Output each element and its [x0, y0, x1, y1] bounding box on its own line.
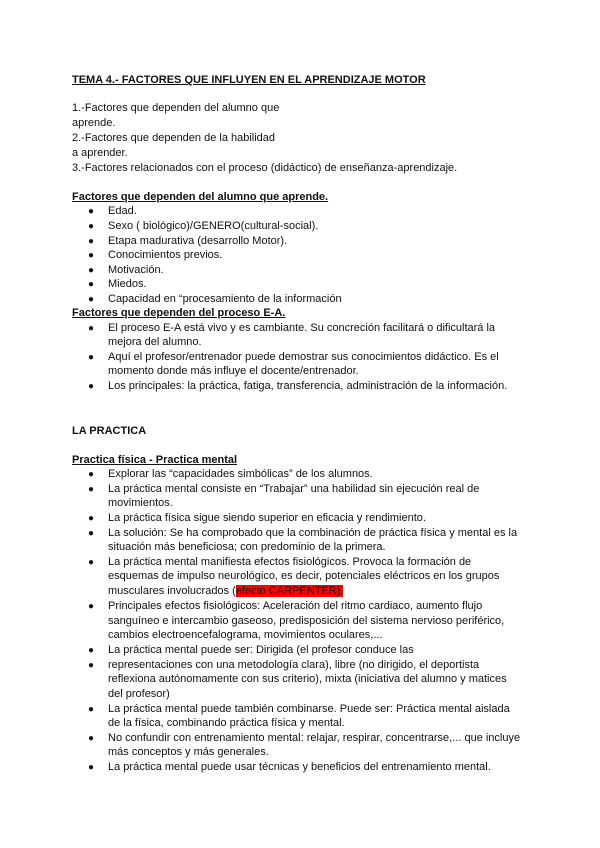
bullet-icon: ●	[88, 381, 95, 392]
list-item: Principales efectos fisiológicos: Aceleración del ritmo cardiaco, aumento flujo	[108, 600, 483, 612]
list-item-continuation: de la física, combinando práctica física y mental.	[108, 717, 345, 729]
intro-line: 3.-Factores relacionados con el proceso (didáctico) de enseñanza-aprendizaje.	[72, 162, 458, 174]
section-heading-alumno: Factores que dependen del alumno que aprende.	[72, 191, 329, 203]
bullet-icon: ●	[88, 484, 95, 495]
bullet-icon: ●	[88, 250, 95, 261]
bullet-icon: ●	[88, 206, 95, 217]
list-item-continuation: más conceptos y más generales.	[108, 746, 269, 758]
bullet-icon: ●	[88, 265, 95, 276]
list-item-continuation: mejora del alumno.	[108, 336, 202, 348]
list-item: Los principales: la práctica, fatiga, transferencia, administración de la información.	[108, 380, 508, 392]
text-run: musculares involucrados (	[108, 585, 236, 597]
list-item: Miedos.	[108, 278, 147, 290]
list-item-continuation: situación más beneficiosa; con predominio de la primera.	[108, 541, 386, 553]
highlight-closing: ).	[336, 585, 344, 597]
list-item: Etapa madurativa (desarrollo Motor).	[108, 235, 288, 247]
section-heading-proceso: Factores que dependen del proceso E-A.	[72, 307, 286, 319]
document-title: TEMA 4.- FACTORES QUE INFLUYEN EN EL APRENDIZAJE MOTOR	[72, 74, 426, 86]
intro-line: 1.-Factores que dependen del alumno que	[72, 102, 280, 114]
list-item-continuation: momento donde más influye el docente/entrenador.	[108, 365, 359, 377]
list-item-continuation: cambios electroencefalograma, movimientos oculares,...	[108, 629, 383, 641]
intro-line: aprende.	[72, 117, 116, 129]
list-item: Sexo ( biológico)/GENERO(cultural-social).	[108, 220, 319, 232]
highlighted-term: efecto CARPENTER	[235, 585, 337, 597]
bullet-icon: ●	[88, 762, 95, 773]
intro-line: a aprender.	[72, 147, 128, 159]
list-item: La práctica mental puede ser: Dirigida (el profesor conduce las	[108, 644, 414, 656]
bullet-icon: ●	[88, 645, 95, 656]
bullet-icon: ●	[88, 513, 95, 524]
bullet-icon: ●	[88, 469, 95, 480]
bullet-icon: ●	[88, 294, 95, 305]
list-item: El proceso E-A está vivo y es cambiante. Su concreción facilitará o dificultará la	[108, 322, 496, 334]
list-item-continuation: sanguíneo e intercambio gaseoso, predisposición del sistema nervioso periférico,	[108, 615, 505, 627]
list-item: Capacidad en “procesamiento de la información	[108, 293, 342, 305]
bullet-icon: ●	[88, 704, 95, 715]
list-item: No confundir con entrenamiento mental: relajar, respirar, concentrarse,... que incluye	[108, 732, 521, 744]
list-item: La solución: Se ha comprobado que la combinación de práctica física y mental es la	[108, 527, 518, 539]
list-item-continuation: del profesor)	[108, 688, 170, 700]
list-item: La práctica mental consiste en “Trabajar” una habilidad sin ejecución real de	[108, 483, 480, 495]
bullet-icon: ●	[88, 660, 95, 671]
list-item: representaciones con una metodología clara), libre (no dirigido, el deportista	[108, 659, 480, 671]
list-item: Motivación.	[108, 264, 164, 276]
intro-line: 2.-Factores que dependen de la habilidad	[72, 132, 276, 144]
bullet-icon: ●	[88, 323, 95, 334]
practica-subheading: Practica física - Practica mental	[72, 454, 238, 466]
bullet-icon: ●	[88, 557, 95, 568]
list-item: Edad.	[108, 205, 137, 217]
list-item: La práctica mental puede usar técnicas y beneficios del entrenamiento mental.	[108, 761, 491, 773]
list-item: La práctica mental manifiesta efectos fisiológicos. Provoca la formación de	[108, 556, 472, 568]
list-item: La práctica física sigue siendo superior en eficacia y rendimiento.	[108, 512, 426, 524]
list-item: Aquí el profesor/entrenador puede demostrar sus conocimientos didáctico. Es el	[108, 351, 499, 363]
list-item-continuation	[108, 584, 343, 599]
bullet-icon: ●	[88, 221, 95, 232]
bullet-icon: ●	[88, 352, 95, 363]
bullet-icon: ●	[88, 279, 95, 290]
bullet-icon: ●	[88, 236, 95, 247]
bullet-icon: ●	[88, 601, 95, 612]
bullet-icon: ●	[88, 733, 95, 744]
list-item: La práctica mental puede también combinarse. Puede ser: Práctica mental aislada	[108, 703, 510, 715]
list-item: Conocimientos previos.	[108, 249, 223, 261]
list-item-continuation: reflexiona autónomamente con sus criterio), mixta (iniciativa del alumno y matices	[108, 673, 507, 685]
list-item-continuation: esquemas de impulso neurológico, es decir, potenciales eléctricos en los grupos	[108, 570, 500, 582]
bullet-icon: ●	[88, 528, 95, 539]
list-item: Explorar las “capacidades simbólicas” de los alumnos.	[108, 468, 373, 480]
list-item-continuation: movimientos.	[108, 497, 173, 509]
practica-heading: LA PRACTICA	[72, 425, 147, 437]
